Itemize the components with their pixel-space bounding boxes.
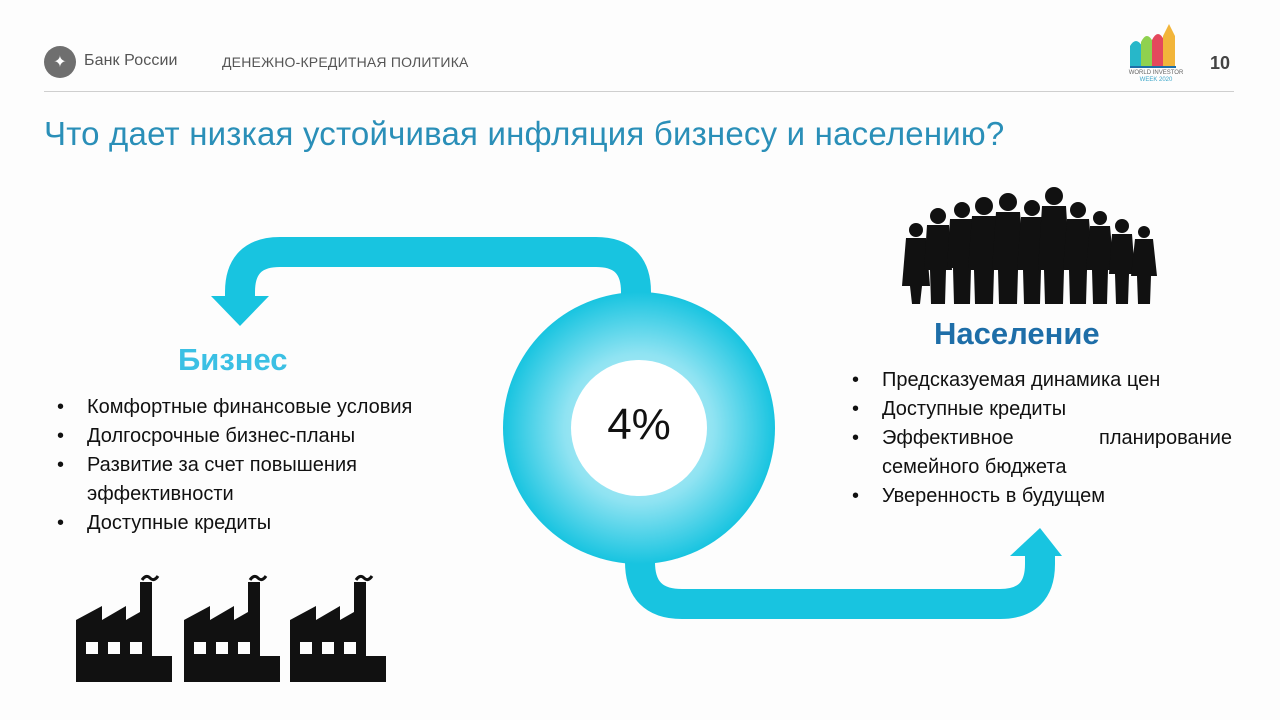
business-benefits-list xyxy=(57,393,437,538)
page-number: 10 xyxy=(1210,53,1231,73)
arrow-head-population xyxy=(1010,528,1062,556)
population-title: Население xyxy=(934,316,1100,351)
section-name: ДЕНЕЖНО-КРЕДИТНАЯ ПОЛИТИКА xyxy=(222,54,469,70)
crowd-silhouette-icon xyxy=(900,186,1164,306)
inflation-target-value: 4% xyxy=(607,400,671,449)
list-item: • Доступные кредиты xyxy=(852,395,1232,424)
arrow-head-business xyxy=(211,296,269,326)
business-title: Бизнес xyxy=(178,342,288,377)
factory-icon xyxy=(184,576,280,682)
list-item: • Доступные кредиты xyxy=(57,509,437,538)
event-logo-line1: WORLD INVESTOR xyxy=(1128,70,1184,76)
event-logo-line2: WEEK 2020 xyxy=(1139,77,1173,83)
arrow-to-population xyxy=(640,545,1040,604)
bank-emblem-icon: ✦ xyxy=(44,46,76,78)
bank-name: Банк России xyxy=(84,52,178,69)
list-item: • Комфортные финансовые условия xyxy=(57,393,437,422)
factory-icon xyxy=(290,576,386,682)
list-item: • Долгосрочные бизнес-планы xyxy=(57,422,437,451)
list-item: • Эффективное планирование семейного бюджета xyxy=(852,424,1232,482)
factories-illustration xyxy=(76,572,388,682)
arrow-to-business xyxy=(240,252,636,302)
list-item: • Уверенность в будущем xyxy=(852,482,1232,511)
list-item: • Развитие за счет повышения эффективности xyxy=(57,451,437,509)
factory-icon xyxy=(76,576,172,682)
slide-title: Что дает низкая устойчивая инфляция бизнесу и населению? xyxy=(44,115,1005,152)
list-item: • Предсказуемая динамика цен xyxy=(852,366,1232,395)
population-benefits-list xyxy=(852,366,1232,511)
